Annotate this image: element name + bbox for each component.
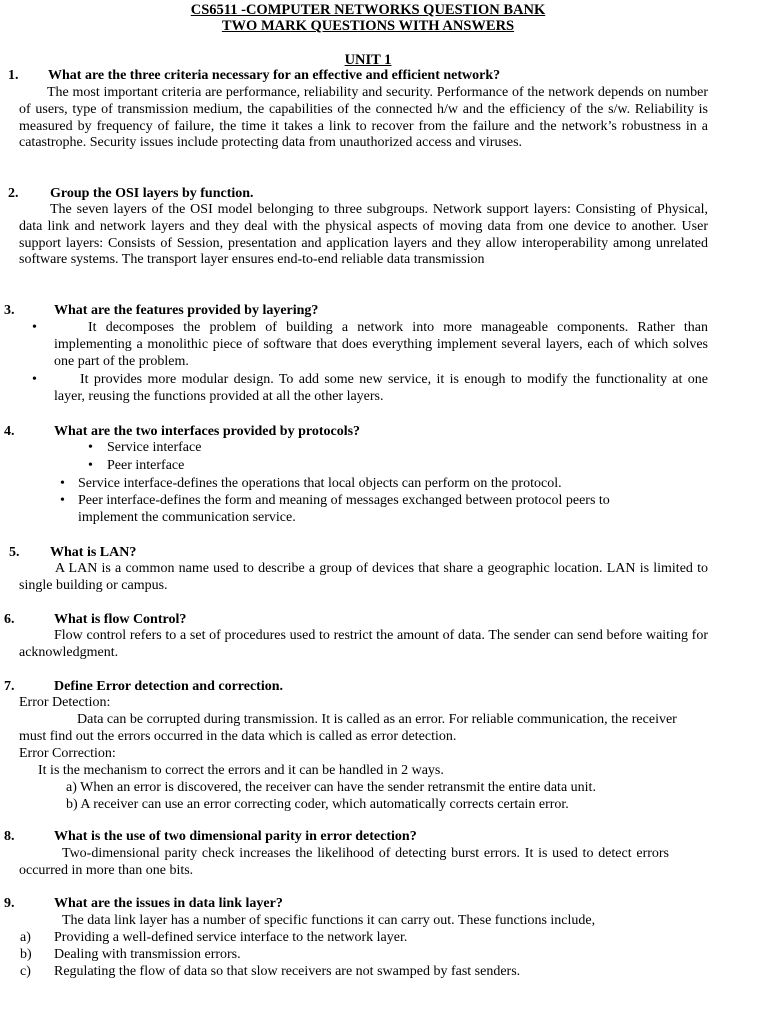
bullet-text: Service interface [107, 440, 202, 455]
question-number: 8. [4, 829, 15, 844]
bullet-icon: • [32, 320, 37, 335]
question-text: Define Error detection and correction. [54, 679, 284, 694]
error-detection-label: Error Detection: [19, 695, 111, 710]
question-text: What are the three criteria necessary for an effective and efficient network? [48, 68, 501, 83]
question-text: What are the two interfaces provided by protocols? [54, 424, 361, 439]
bullet-icon: • [32, 372, 37, 387]
bullet-icon: • [88, 440, 93, 455]
list-marker: a) [20, 930, 31, 945]
question-number: 3. [4, 303, 15, 318]
answer-paragraph: Two-dimensional parity check increases the likelihood of detecting burst errors. It is used to detect errors occurred in more than one bits. [19, 846, 669, 878]
answer-paragraph: The seven layers of the OSI model belonging to three subgroups. Network support layers: Consisting of Physical, data link and network layers and they deal with the physical aspects of moving data from one device to another. User support layers: Consists of Session, presentation and application layers and they allow interoperability among unrelated software systems. The transport layer ensures end-to-end reliable data transmission [19, 202, 708, 268]
answer-paragraph: The data link layer has a number of specific functions it can carry out. These functions include, [62, 913, 596, 928]
list-item: Regulating the flow of data so that slow receivers are not swamped by fast senders. [54, 964, 521, 979]
question-text: What are the features provided by layering? [54, 303, 319, 318]
bullet-text: It provides more modular design. To add some new service, it is enough to modify the functionality at one layer, reusing the functions provided at all the other layers. [54, 372, 708, 404]
question-text: What are the issues in data link layer? [54, 896, 283, 911]
question-text: What is the use of two dimensional parity in error detection? [54, 829, 417, 844]
bullet-text: Service interface-defines the operations that local objects can perform on the protocol. [78, 476, 562, 491]
bullet-text: Peer interface [107, 458, 185, 473]
bullet-icon: • [60, 493, 65, 508]
answer-paragraph: A LAN is a common name used to describe a group of devices that share a geographic location. LAN is limited to single building or campus. [19, 561, 708, 593]
bullet-icon: • [88, 458, 93, 473]
bullet-text: It decomposes the problem of building a network into more manageable components. Rather than implementing a monolithic piece of software that does everything implement several layers, each of which solves one part of the problem. [54, 320, 708, 369]
question-text: What is flow Control? [54, 612, 187, 627]
list-item: a) When an error is discovered, the receiver can have the sender retransmit the entire data unit. [66, 780, 596, 795]
list-marker: c) [20, 964, 31, 979]
bullet-icon: • [60, 476, 65, 491]
question-text: Group the OSI layers by function. [50, 186, 254, 201]
unit-heading: UNIT 1 [344, 52, 392, 68]
list-item: Providing a well-defined service interface to the network layer. [54, 930, 408, 945]
list-item: b) A receiver can use an error correcting coder, which automatically corrects certain error. [66, 797, 569, 812]
list-marker: b) [20, 947, 32, 962]
question-number: 1. [8, 68, 19, 83]
question-text: What is LAN? [50, 545, 137, 560]
list-item: Dealing with transmission errors. [54, 947, 241, 962]
question-number: 5. [9, 545, 20, 560]
question-number: 7. [4, 679, 15, 694]
question-number: 4. [4, 424, 15, 439]
answer-paragraph: The most important criteria are performance, reliability and security. Performance of the network depends on number of users, type of transmission medium, the capabilities of the connected h/w and the efficiency of the s/w. Reliability is measured by frequency of failure, the time it takes a link to recover from the failure and the network’s robustness in a catastrophe. Security issues include protecting data from unauthorized access and viruses. [19, 85, 708, 151]
document-title-line-1: CS6511 -COMPUTER NETWORKS QUESTION BANK [190, 2, 546, 18]
error-correction-label: Error Correction: [19, 746, 116, 761]
error-correction-text: It is the mechanism to correct the errors and it can be handled in 2 ways. [38, 763, 444, 778]
document-title-line-2: TWO MARK QUESTIONS WITH ANSWERS [221, 18, 515, 34]
question-number: 2. [8, 186, 19, 201]
question-number: 6. [4, 612, 15, 627]
bullet-text: Peer interface-defines the form and meaning of messages exchanged between protocol peers to implement the communication service. [78, 493, 610, 525]
error-detection-text: Data can be corrupted during transmission. It is called as an error. For reliable communication, the receiver must find out the errors occurred in the data which is called as error detection. [19, 712, 677, 744]
answer-paragraph: Flow control refers to a set of procedures used to restrict the amount of data. The sender can send before waiting for acknowledgment. [19, 628, 708, 660]
question-number: 9. [4, 896, 15, 911]
